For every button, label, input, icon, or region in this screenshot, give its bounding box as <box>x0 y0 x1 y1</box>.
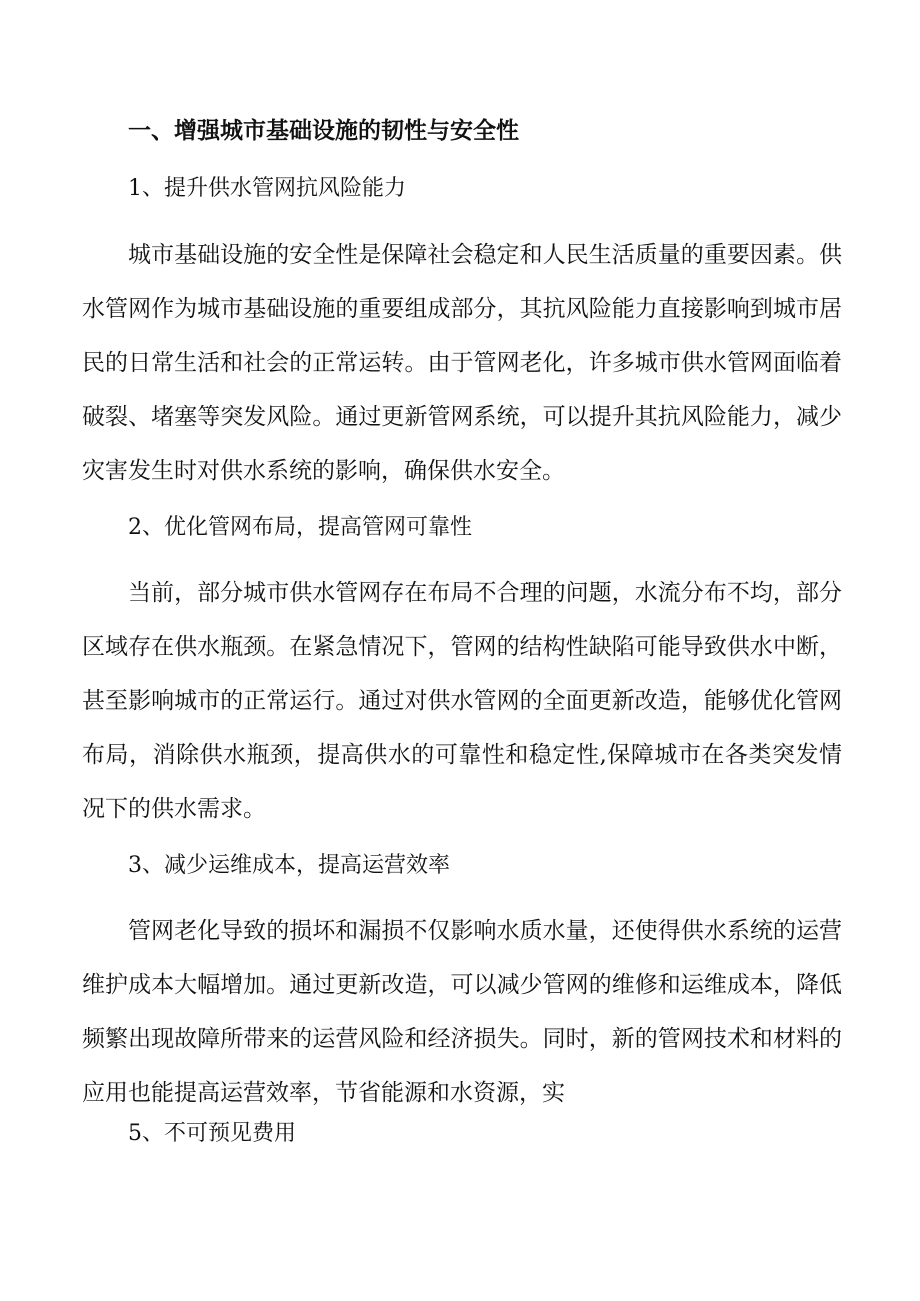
item-heading-3: 3、减少运维成本，提高运营效率 <box>128 853 450 878</box>
item-paragraph-3: 管网老化导致的损坏和漏损不仅影响水质水量，还使得供水系统的运营维护成本大幅增加。通过更新改造，可以减少管网的维修和运维成本，降低频繁出现故障所带来的运营风险和经济损失。同时，新的管网技术和材料的应用也能提高运营效率，节省能源和水资源，实 <box>82 918 842 1106</box>
item-heading-5: 5、不可预见费用 <box>128 1121 296 1146</box>
item-heading-2: 2、优化管网布局，提高管网可靠性 <box>128 515 472 540</box>
section-title: 一、增强城市基础设施的韧性与安全性 <box>128 118 519 144</box>
item-heading-1: 1、提升供水管网抗风险能力 <box>128 176 406 201</box>
item-paragraph-2: 当前，部分城市供水管网存在布局不合理的问题，水流分布不均，部分区域存在供水瓶颈。在紧急情况下，管网的结构性缺陷可能导致供水中断，甚至影响城市的正常运行。通过对供水管网的全面更新改造，能够优化管网布局，消除供水瓶颈，提高供水的可靠性和稳定性,保障城市在各类突发情况下的供水需求。 <box>82 580 842 822</box>
item-paragraph-1: 城市基础设施的安全性是保障社会稳定和人民生活质量的重要因素。供水管网作为城市基础设施的重要组成部分，其抗风险能力直接影响到城市居民的日常生活和社会的正常运转。由于管网老化，许多城市供水管网面临着破裂、堵塞等突发风险。通过更新管网系统，可以提升其抗风险能力，减少灾害发生时对供水系统的影响，确保供水安全。 <box>82 242 842 484</box>
